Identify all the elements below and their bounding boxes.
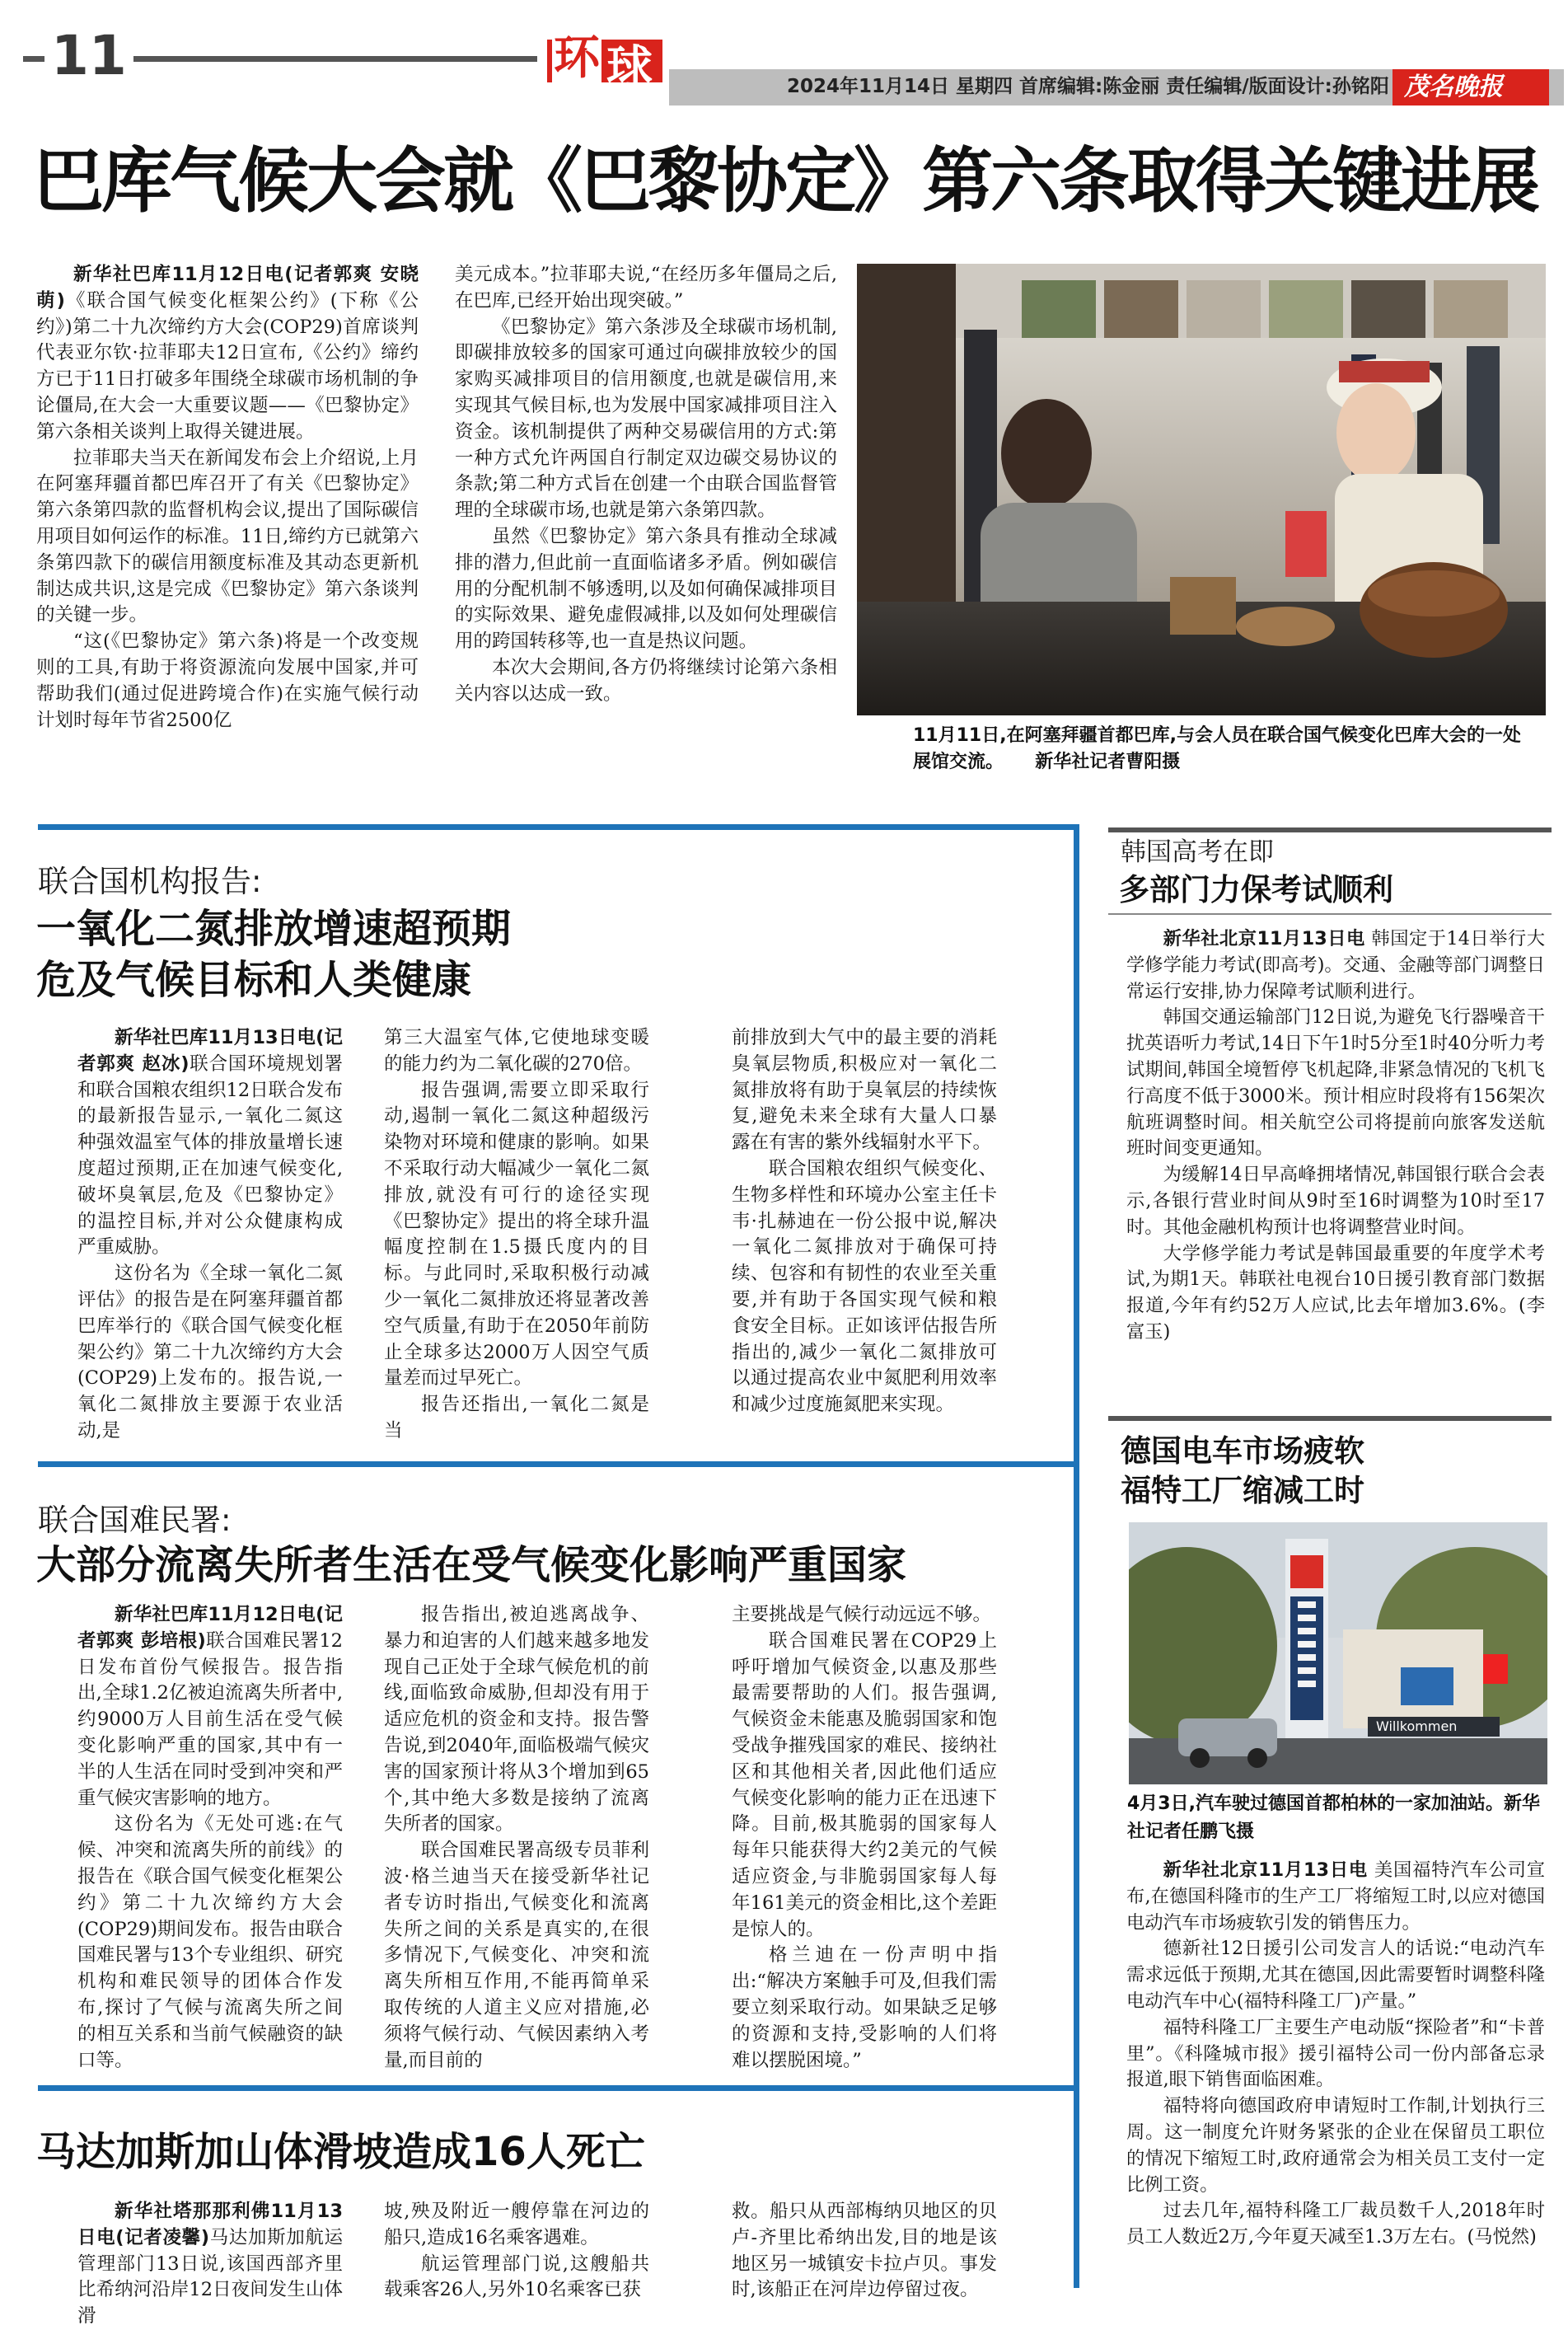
side2-photo-caption: 4月3日,汽车驶过德国首都柏林的一家加油站。新华社记者任鹏飞摄 (1127, 1793, 1540, 1842)
story4-col2-para-1: 坡,殃及附近一艘停靠在河边的船只,造成16名乘客遇难。 (384, 2201, 649, 2248)
story3-col1-para-2: 这份名为《无处可逃:在气候、冲突和流离失所的前线》的报告在《联合国气候变化框架公约》第二十九次缔约方大会(COP29)期间发布。报告由联合国难民署与13个专业组织、研究机构和难民领导的团体合作发布,探讨了气候与流离失所之间的相互关系和当前气候融资的缺口等。 (77, 1813, 343, 2071)
lead-col-1 (36, 262, 419, 775)
lead-col1-para-1 (36, 262, 419, 446)
lead-photo-caption: 11月11日,在阿塞拜疆首都巴库,与会人员在联合国气候变化巴库大会的一处展馆交流。 新华社记者曹阳摄 (913, 725, 1521, 772)
story4-title: 马达加斯加山体滑坡造成16人死亡 (36, 2129, 645, 2175)
side2-title-line-2: 福特工厂缩减工时 (1121, 1473, 1364, 1508)
side1-text-1: 韩国定于14日举行大学修学能力考试(即高考)。交通、金融等部门调整日常运行安排,协力保障考试顺利进行。 (1126, 928, 1546, 1002)
side2-para-4: 福特将向德国政府申请短时工作制,计划执行三周。这一制度允许财务紧张的企业在保留员工职位的情况下缩短工时,政府通常会为相关员工支付一定比例工资。 (1126, 2095, 1545, 2196)
lead-headline: 巴库气候大会就《巴黎协定》第六条取得关键进展 (33, 140, 1538, 223)
story2-col1-para-2: 这份名为《全球一氧化二氮评估》的报告是在阿塞拜疆首都巴库举行的《联合国气候变化框架公约》第二十九次缔约方大会(COP29)上发布的。报告说,一氧化二氮排放主要源于农业活动,是 (77, 1263, 343, 1442)
header-left-dash (23, 56, 44, 62)
story3-col1-text-1: 联合国难民署12日发布首份气候报告。报告指出,全球1.2亿被迫流离失所者中,约9000万人目前生活在受气候变化影响严重的国家,其中有一半的人生活在同时受到冲突和严重气候灾害影响的地方。 (77, 1629, 343, 1809)
story4-col3-para-1: 救。船只从西部梅纳贝地区的贝卢-齐里比希纳出发,目的地是该地区另一城镇安卡拉卢贝。事发时,该船正在河岸边停留过夜。 (732, 2201, 997, 2301)
brand-logo (1392, 69, 1549, 105)
story4-col2-para-2: 航运管理部门说,这艘船共载乘客26人,另外10名乘客已获 (384, 2253, 649, 2301)
side2-title-line-1: 德国电车市场疲软 (1121, 1433, 1364, 1469)
side2-text-1: 美国福特汽车公司宣布,在德国科隆市的生产工厂将缩短工时,以应对德国电动汽车市场疲软引发的销售压力。 (1126, 1859, 1545, 1934)
story2-col1-para-1 (77, 1025, 343, 1261)
story3-kicker: 联合国难民署: (38, 1503, 232, 1538)
story3-col-1 (77, 1602, 343, 2074)
side1-body (1126, 926, 1545, 1346)
section-char-1: 环 (554, 31, 600, 85)
lead-col2-para-4: 本次大会期间,各方仍将继续讨论第六条相关内容以达成一致。 (455, 656, 837, 705)
side1-para-4: 大学修学能力考试是韩国最重要的年度学术考试,为期1天。韩联社电视台10日援引教育部门数据报道,今年有约52万人应试,比去年增加3.6%。(李富玉) (1126, 1242, 1545, 1343)
story-frame-top-rule (38, 824, 1079, 830)
lead-byline: 新华社巴库11月12日电(记者郭爽 安晓萌) (36, 264, 419, 312)
story3-col2-para-1: 报告指出,被迫逃离战争、暴力和迫害的人们越来越多地发现自己正处于全球气候危机的前线,面临致命威胁,但却没有用于适应危机的资金和支持。报告警告说,到2040年,面临极端气候灾害的国家预计将从3个增加到65个,其中绝大多数是接纳了流离失所者的国家。 (384, 1604, 649, 1835)
story2-col3-para-1: 前排放到大气中的最主要的消耗臭氧层物质,积极应对一氧化二氮排放将有助于臭氧层的持续恢复,避免未来全球有大量人口暴露在有害的紫外线辐射水平下。 (732, 1027, 997, 1154)
story4-col-3 (732, 2199, 997, 2304)
story3-col2-para-2: 联合国难民署高级专员菲利波·格兰迪当天在接受新华社记者专访时指出,气候变化和流离失所之间的关系是真实的,在很多情况下,气候变化、冲突和流离失所相互作用,不能再简单采取传统的人道主义应对措施,必须将气候行动、气候因素纳入考量,而目前的 (384, 1840, 649, 2071)
lead-photo (857, 264, 1546, 715)
section-label (547, 25, 662, 94)
side2-para-2: 德新社12日援引公司发言人的话说:“电动汽车需求远低于预期,尤其在德国,因此需要暂时调整科隆电动汽车中心(福特科隆工厂)产量。” (1126, 1938, 1545, 2012)
lead-photo-illustration (857, 264, 1546, 715)
lead-col1-text-1: 《联合国气候变化框架公约》(下称《公约》)第二十九次缔约方大会(COP29)首席谈判代表亚尔钦·拉菲耶夫12日宣布,《公约》缔约方已于11日打破多年围绕全球碳市场机制的争论僵局,在大会一大重要议题——《巴黎协定》第六条相关谈判上取得关键进展。 (36, 289, 419, 443)
side1-title: 多部门力保考试顺利 (1119, 872, 1393, 907)
side2-para-3: 福特科隆工厂主要生产电动版“探险者”和“卡普里”。《科隆城市报》援引福特公司一份内部备忘录报道,眼下销售面临困难。 (1126, 2016, 1545, 2091)
story2-col1-text-1: 联合国环境规划署和联合国粮农组织12日联合发布的最新报告显示,一氧化二氮这种强效温室气体的排放量增长速度超过预期,正在加速气候变化,破坏臭氧层,危及《巴黎协定》的温控目标,并对公众健康构成严重威胁。 (77, 1052, 343, 1259)
side1-byline: 新华社北京11月13日电 (1163, 928, 1365, 949)
page-header (0, 0, 1568, 107)
story3-col3-para-1: 主要挑战是气候行动远远不够。 (732, 1604, 992, 1625)
side2-sign-text: Willkommen (1376, 1718, 1458, 1734)
side1-para-2: 韩国交通运输部门12日说,为避免飞行器噪音干扰英语听力考试,14日下午1时5分至1时40分听力考试期间,韩国全境暂停飞机起降,非紧急情况的飞机飞行高度不低于3000米。预计相应时段将有156架次航班调整时间。相关航空公司将提前向旅客发送航班时间变更通知。 (1126, 1006, 1545, 1160)
lead-col1-para-2: 拉菲耶夫当天在新闻发布会上介绍说,上月在阿塞拜疆首都巴库召开了有关《巴黎协定》第六条第四款的监督机构会议,提出了国际碳信用项目如何运作的标准。11日,缔约方已就第六条第四款下的碳信用额度标准及其动态更新机制达成共识,这是完成《巴黎协定》第六条谈判的关键一步。 (36, 447, 419, 626)
side1-para-3: 为缓解14日早高峰拥堵情况,韩国银行联合会表示,各银行营业时间从9时至16时调整为10时至17时。其他金融机构预计也将调整营业时间。 (1126, 1164, 1545, 1238)
story2-col2-para-2: 报告强调,需要立即采取行动,遏制一氧化二氮这种超级污染物对环境和健康的影响。如果不采取行动大幅减少一氧化二氮排放,就没有可行的途径实现《巴黎协定》提出的将全球升温幅度控制在1.5摄氏度内的目标。与此同时,采取积极行动减少一氧化二氮排放还将显著改善空气质量,有助于在2050年前防止全球多达2000万人因空气质量差而过早死亡。 (384, 1079, 649, 1390)
side2-photo (1129, 1522, 1547, 1784)
header-rule-left (133, 56, 537, 62)
story4-col1-text-1: 马达加斯加航运管理部门13日说,该国西部齐里比希纳河沿岸12日夜间发生山体滑 (77, 2226, 343, 2328)
story2-col2-para-1: 第三大温室气体,它使地球变暖的能力约为二氧化碳的270倍。 (384, 1027, 649, 1075)
story4-col-1 (77, 2199, 343, 2330)
side1-kicker: 韩国高考在即 (1121, 837, 1274, 867)
brand-logo-text: 茂名晚报 (1404, 73, 1503, 101)
story3-title: 大部分流离失所者生活在受气候变化影响严重国家 (36, 1542, 907, 1588)
side2-body (1126, 1858, 1545, 2251)
side1-para-1 (1126, 926, 1545, 1005)
story2-byline: 新华社巴库11月13日电(记者郭爽 赵冰) (77, 1027, 343, 1075)
story2-title-line-1: 一氧化二氮排放增速超预期 (36, 906, 512, 952)
side2-para-5: 过去几年,福特科隆工厂裁员数千人,2018年时员工人数近2万,今年夏天减至1.3万左右。(马悦然) (1126, 2200, 1545, 2248)
story3-col-2 (384, 1602, 649, 2074)
story3-col1-para-1 (77, 1602, 343, 1812)
story-frame-divider-2 (38, 2085, 1079, 2091)
story2-col2-para-3: 报告还指出,一氧化二氮是当 (384, 1394, 649, 1442)
side2-box-top (1108, 1416, 1552, 1421)
story4-col1-para-1 (77, 2199, 343, 2330)
story3-byline: 新华社巴库11月12日电(记者郭爽 彭培根) (77, 1604, 343, 1652)
story3-col3-para-2: 联合国难民署在COP29上呼吁增加气候资金,以惠及那些最需要帮助的人们。报告强调,气候资金未能惠及脆弱国家和饱受战争摧残国家的难民、接纳社区和其他相关者,因此他们适应气候变化影响的能力正在迅速下降。目前,极其脆弱的国家每人每年只能获得大约2美元的气候适应资金,与非脆弱国家每人每年161美元的资金相比,这个差距是惊人的。 (732, 1629, 997, 1940)
story-frame-right-rule (1074, 824, 1079, 2288)
side2-para-1 (1126, 1858, 1545, 1936)
side2-byline: 新华社北京11月13日电 (1163, 1859, 1369, 1881)
story2-col-2 (384, 1025, 649, 1445)
side1-rule (1108, 913, 1552, 915)
lead-col2-para-2: 《巴黎协定》第六条涉及全球碳市场机制,即碳排放较多的国家可通过向碳排放较少的国家购买减排项目的信用额度,也就是碳信用,来实现其气候目标,也为发展中国家减排项目注入资金。该机制提供了两种交易碳信用的方式:第一种方式允许两国自行制定双边碳交易协议的条款;第二种方式旨在创建一个由联合国监督管理的全球碳市场,也就是第六条第四款。 (455, 316, 837, 522)
story2-title-line-2: 危及气候目标和人类健康 (36, 957, 472, 1003)
story4-byline: 新华社塔那那利佛11月13日电(记者凌馨) (77, 2201, 343, 2248)
story2-kicker: 联合国机构报告: (38, 864, 262, 899)
lead-col1-para-3: “这(《巴黎协定》第六条)将是一个改变规则的工具,有助于将资源流向发展中国家,并可帮助我们(通过促进跨境合作)在实施气候行动计划时每年节省2500亿 (36, 631, 419, 731)
page-number: 11 (51, 24, 127, 87)
story2-col3-para-2: 联合国粮农组织气候变化、生物多样性和环境办公室主任卡韦·扎赫迪在一份公报中说,解决一氧化二氮排放对于确保可持续、包容和有韧性的农业至关重要,并有助于各国实现气候和粮食安全目标。正如该评估报告所指出的,减少一氧化二氮排放可以通过提高农业中氮肥利用效率和减少过度施氮肥来实现。 (732, 1157, 997, 1416)
lead-col-2 (455, 262, 837, 775)
header-info: 2024年11月14日 星期四 首席编辑:陈金丽 责任编辑/版面设计:孙铭阳 (787, 76, 1389, 97)
story2-col-1 (77, 1025, 343, 1445)
story3-col-3 (732, 1602, 997, 2074)
side1-box-top (1108, 827, 1552, 832)
story-frame-divider-1 (38, 1461, 1079, 1467)
lead-col2-para-1: 美元成本。”拉菲耶夫说,“在经历多年僵局之后,在巴库,已经开始出现突破。” (455, 264, 837, 312)
story2-col-3 (732, 1025, 997, 1418)
section-char-2: 球 (606, 41, 653, 95)
side2-photo-illustration (1129, 1522, 1547, 1784)
lead-col2-para-3: 虽然《巴黎协定》第六条具有推动全球减排的潜力,但此前一直面临诸多矛盾。例如碳信用的分配机制不够透明,以及如何确保减排项目的实际效果、避免虚假减排,以及如何处理碳信用的跨国转移等,也一直是热议问题。 (455, 525, 837, 653)
story4-col-2 (384, 2199, 649, 2304)
story3-col3-para-3: 格兰迪在一份声明中指出:“解决方案触手可及,但我们需要立刻采取行动。如果缺乏足够的资源和支持,受影响的人们将难以摆脱困境。” (732, 1944, 997, 2071)
